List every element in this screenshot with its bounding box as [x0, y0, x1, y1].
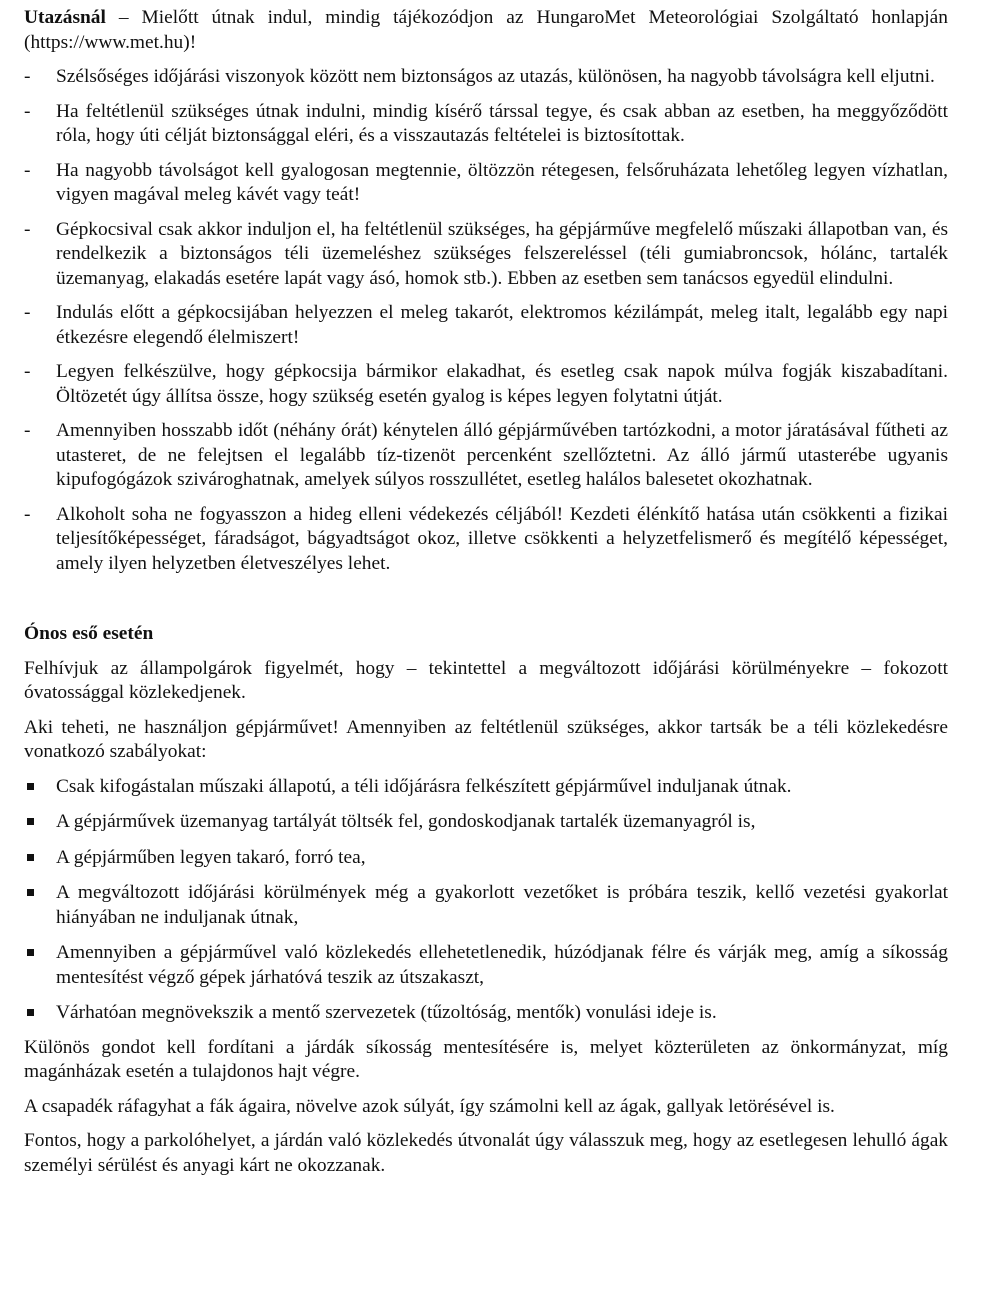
- travel-tips-list: [24, 65, 948, 576]
- list-item: Várhatóan megnövekszik a mentő szervezetek (tűzoltóság, mentők) vonulási ideje is.: [24, 1001, 948, 1026]
- paragraph-sidewalks: Különös gondot kell fordítani a járdák síkosság mentesítésére is, melyet közterületen az önkormányzat, míg magánházak esetén a tulajdonos hajt végre.: [24, 1036, 948, 1082]
- dash-bullet: -: [24, 218, 31, 240]
- dash-bullet: -: [24, 503, 31, 525]
- paragraph-warning: Felhívjuk az állampolgárok figyelmét, hogy – tekintettel a megváltozott időjárási körülményekre – fokozott óvatossággal közlekedjenek.: [24, 657, 948, 703]
- list-item: A gépjárművek üzemanyag tartályát töltsék fel, gondoskodjanak tartalék üzemanyagról is,: [24, 810, 948, 835]
- paragraph-parking: Fontos, hogy a parkolóhelyet, a járdán való közlekedés útvonalát úgy válasszuk meg, hogy az esetlegesen lehulló ágak személyi sérülést és anyagi kárt ne okozzanak.: [24, 1130, 948, 1176]
- paragraph-branches: A csapadék ráfagyhat a fák ágaira, növelve azok súlyát, így számolni kell az ágak, gallyak letörésével is.: [24, 1095, 835, 1117]
- dash-bullet: -: [24, 66, 31, 87]
- list-item: - Ha nagyobb távolságot kell gyalogosan megtennie, öltözzön rétegesen, felsőruházata lehetőleg legyen vízhatlan, vigyen magával meleg kávét vagy teát!: [24, 159, 948, 205]
- square-bullet-icon: [27, 1009, 34, 1016]
- intro-paragraph: [24, 6, 948, 55]
- square-bullet-icon: [27, 949, 34, 956]
- list-item: Csak kifogástalan műszaki állapotú, a téli időjárásra felkészített gépjárművel induljanak útnak.: [24, 775, 948, 800]
- square-bullet-icon: [27, 889, 34, 896]
- list-item: - Ha feltétlenül szükséges útnak indulni, mindig kísérő társsal tegye, és csak abban az esetben, ha meggyőződött róla, hogy úti célját biztonsággal eléri, és a visszautazás feltételei is biztosítottak.: [24, 100, 948, 146]
- list-item: - Gépkocsival csak akkor induljon el, ha feltétlenül szükséges, ha gépjárműve megfelelő műszaki állapotban van, és rendelkezik a biztonságos téli üzemeléshez szükséges felszereléssel (téli gumiabroncsok, hólánc, tartalék üzemanyag, elakadás esetére lapát vagy ásó, homok stb.). Ebben az esetben sem tanácsos egyedül elindulni.: [24, 218, 948, 289]
- list-item: - Indulás előtt a gépkocsijában helyezzen el meleg takarót, elektromos kézilámpát, meleg italt, legalább egy napi étkezésre elegendő élelmiszert!: [24, 302, 948, 348]
- document-page: [24, 6, 948, 1188]
- square-bullet-icon: [27, 818, 34, 825]
- list-item: - Szélsőséges időjárási viszonyok között nem biztonságos az utazás, különösen, ha nagyobb távolságra kell eljutni.: [24, 65, 948, 90]
- section-heading: Ónos eső esetén: [24, 623, 154, 644]
- intro-text: – Mielőtt útnak indul, mindig tájékozódjon az HungaroMet Meteorológiai Szolgáltató honlapján (https://www.met.hu)!: [24, 7, 948, 53]
- list-item: - Amennyiben hosszabb időt (néhány órát) kénytelen álló gépjárművében tartózkodni, a motor járatásával fűtheti az utasteret, de ne felejtsen el legalább tíz-tizenöt percenként szellőztetni. Az álló jármű utasterébe ugyanis kipufogógázok szivároghatnak, amelyek súlyos rosszullétet, esetleg halálos balesetet okozhatnak.: [24, 420, 948, 490]
- dash-bullet: -: [24, 159, 31, 181]
- list-item: A gépjárműben legyen takaró, forró tea,: [24, 846, 948, 871]
- intro-lead: Utazásnál: [24, 7, 106, 28]
- rules-list: [24, 775, 948, 1026]
- list-item: Amennyiben a gépjárművel való közlekedés ellehetetlenedik, húzódjanak félre és várják meg, amíg a síkosság mentesítést végző gépek járhatóvá teszik az útszakaszt,: [24, 941, 948, 990]
- square-bullet-icon: [27, 783, 34, 790]
- list-item: - Legyen felkészülve, hogy gépkocsija bármikor elakadhat, és esetleg csak napok múlva fogják kiszabadítani. Öltözetét úgy állítsa össze, hogy szükség esetén gyalog is képes legyen folytatni útját.: [24, 361, 948, 407]
- dash-bullet: -: [24, 420, 31, 441]
- list-item: A megváltozott időjárási körülmények még a gyakorlott vezetőket is próbára teszik, kellő vezetési gyakorlat hiányában ne induljanak útnak,: [24, 881, 948, 930]
- dash-bullet: -: [24, 302, 31, 323]
- paragraph-rules-intro: Aki teheti, ne használjon gépjárművet! Amennyiben az feltétlenül szükséges, akkor tartsák be a téli közlekedésre vonatkozó szabályokat:: [24, 716, 948, 762]
- dash-bullet: -: [24, 100, 31, 122]
- list-item: - Alkoholt soha ne fogyasszon a hideg elleni védekezés céljából! Kezdeti élénkítő hatása után csökkenti a fizikai teljesítőképességet, fáradságot, bágyadtságot okoz, illetve csökkenti a helyzetfelismerő és megítélő képességet, amely ilyen helyzetben életveszélyes lehet.: [24, 503, 948, 574]
- dash-bullet: -: [24, 361, 31, 382]
- square-bullet-icon: [27, 854, 34, 861]
